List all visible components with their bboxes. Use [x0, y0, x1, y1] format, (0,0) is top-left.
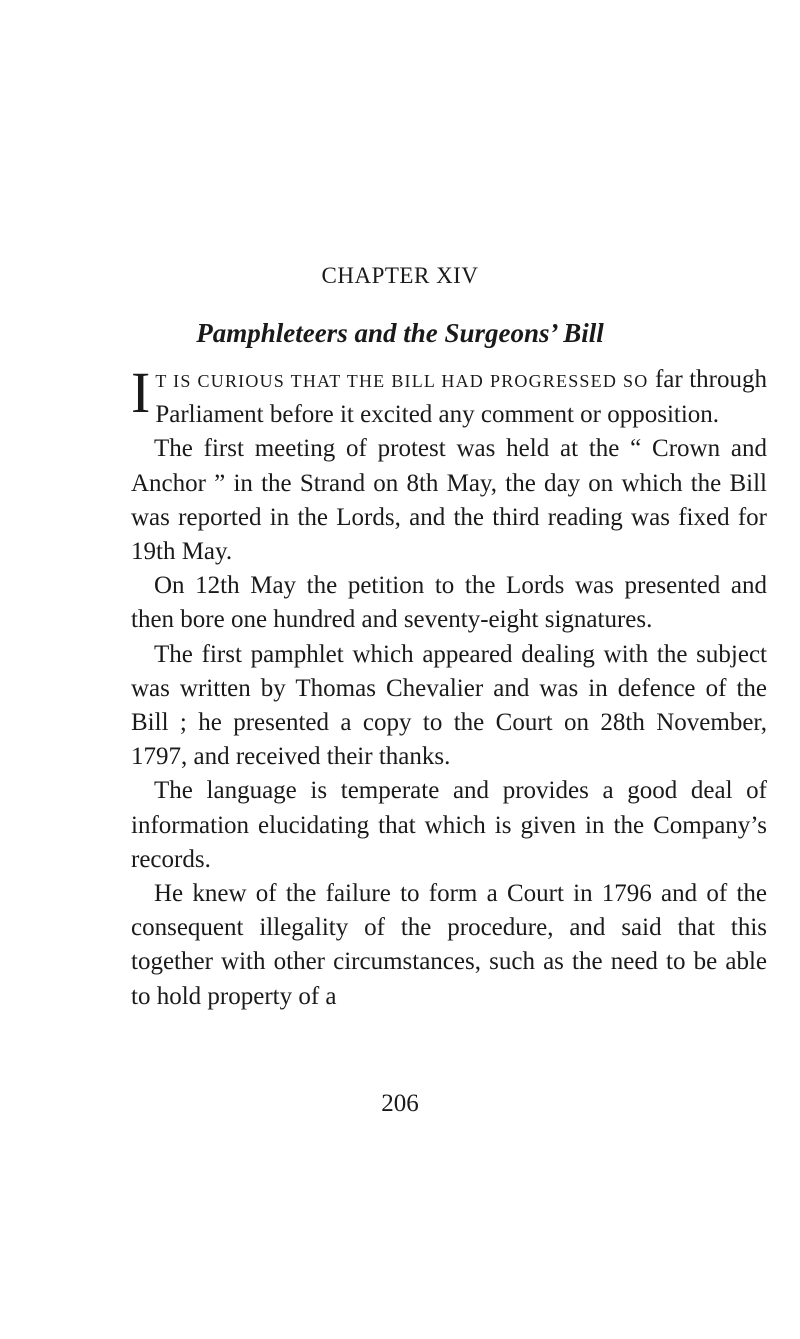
chapter-number: CHAPTER XIV	[321, 263, 479, 288]
opening-text: far through Parliament before it excited any comment or opposition.	[155, 366, 767, 429]
chapter-title: Pamphleteers and the Surgeons’ Bill	[196, 318, 604, 348]
drop-cap: I	[131, 360, 151, 425]
page-number: 206	[381, 1090, 419, 1117]
paragraph: The first meeting of protest was held at the “ Crown and Anchor ” in the Strand on 8th May, the day on which the Bill was reported in the Lords, and the third reading was fixed for 19th May.	[131, 435, 767, 566]
body-text	[131, 360, 767, 1014]
paragraph: The language is temperate and provides a good deal of information elucidating that which is given in the Company’s records.	[131, 777, 767, 873]
paragraph-opening	[131, 360, 767, 432]
paragraph: The first pamphlet which appeared dealing with the subject was written by Thomas Chevalier and was in defence of the Bill ; he presented a copy to the Court on 28th November, 1797, and received their thanks.	[131, 640, 767, 771]
paragraph: On 12th May the petition to the Lords was presented and then bore one hundred and seventy-eight signatures.	[131, 572, 767, 634]
opening-small-caps: T IS CURIOUS THAT THE BILL HAD PROGRESSED SO	[155, 371, 649, 391]
paragraph: He knew of the failure to form a Court in 1796 and of the consequent illegality of the procedure, and said that this together with other circumstances, such as the need to be able to hold property of a	[131, 880, 767, 1010]
